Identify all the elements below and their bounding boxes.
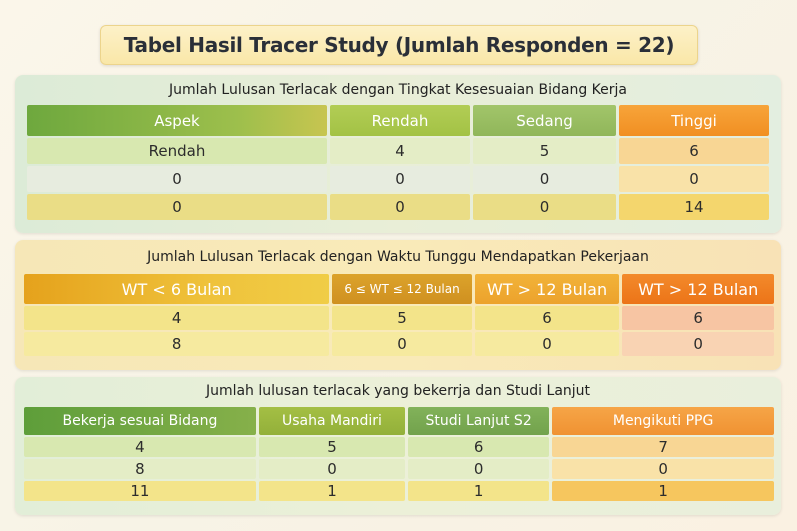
table-cell: 0 [408,459,549,479]
header-wt-lebih-12-b: WT > 12 Bulan [622,274,774,304]
table-cell: 0 [473,166,616,192]
header-aspek: Aspek [27,105,327,136]
panel-kesesuaian-bidang [15,75,781,233]
page-title: Tabel Hasil Tracer Study (Jumlah Responden = 22) [100,25,698,65]
table-cell: 11 [24,481,256,501]
section-title-kesesuaian: Jumlah Lulusan Terlacak dengan Tingkat Kesesuaian Bidang Kerja [168,82,627,98]
panel-bekerja-studi-lanjut [15,377,781,515]
table-cell: Rendah [27,138,327,164]
header-rendah: Rendah [330,105,470,136]
table-cell: 6 [475,306,620,330]
header-usaha-mandiri: Usaha Mandiri [259,407,405,435]
table-waktu-tunggu [21,272,777,358]
table-cell: 5 [332,306,472,330]
table-cell: 4 [330,138,470,164]
table-cell: 0 [332,332,472,356]
section-title-bekerja-studi: Jumlah lulusan terlacak yang bekerrja dan Studi Lanjut [205,383,591,399]
table-cell: 6 [622,306,774,330]
table-cell: 0 [27,194,327,220]
header-wt-lebih-12: WT > 12 Bulan [475,274,620,304]
table-row [24,332,774,356]
table-cell: 6 [619,138,769,164]
table-cell: 0 [473,194,616,220]
table-cell: 5 [473,138,616,164]
table-header-row [24,407,774,435]
table-cell: 0 [259,459,405,479]
table-kesesuaian [24,103,772,222]
table-cell: 1 [552,481,774,501]
table-cell: 4 [24,306,329,330]
table-cell: 0 [622,332,774,356]
table-cell: 0 [475,332,620,356]
table-cell: 0 [330,166,470,192]
table-cell: 0 [330,194,470,220]
table-header-row [24,274,774,304]
header-sedang: Sedang [473,105,616,136]
table-cell: 5 [259,437,405,457]
table-row [24,306,774,330]
table-cell: 0 [552,459,774,479]
table-cell: 6 [408,437,549,457]
table-cell: 8 [24,332,329,356]
table-row [27,194,769,220]
header-mengikuti-ppg: Mengikuti PPG [552,407,774,435]
header-tinggi: Tinggi [619,105,769,136]
table-row [24,437,774,457]
header-bekerja-sesuai-bidang: Bekerja sesuai Bidang [24,407,256,435]
table-row [27,166,769,192]
table-row [24,459,774,479]
table-cell: 8 [24,459,256,479]
table-cell: 1 [259,481,405,501]
table-cell: 7 [552,437,774,457]
table-cell: 4 [24,437,256,457]
header-wt-kurang-6: WT < 6 Bulan [24,274,329,304]
header-wt-6-12: 6 ≤ WT ≤ 12 Bulan [332,274,472,304]
table-cell: 0 [619,166,769,192]
table-cell: 1 [408,481,549,501]
section-title-waktu-tunggu: Jumlah Lulusan Terlacak dengan Waktu Tunggu Mendapatkan Pekerjaan [147,249,649,265]
header-studi-lanjut-s2: Studi Lanjut S2 [408,407,549,435]
table-row [27,138,769,164]
panel-waktu-tunggu [15,240,781,370]
table-cell: 14 [619,194,769,220]
table-row [24,481,774,501]
table-bekerja-studi [21,405,777,503]
table-cell: 0 [27,166,327,192]
table-header-row [27,105,769,136]
